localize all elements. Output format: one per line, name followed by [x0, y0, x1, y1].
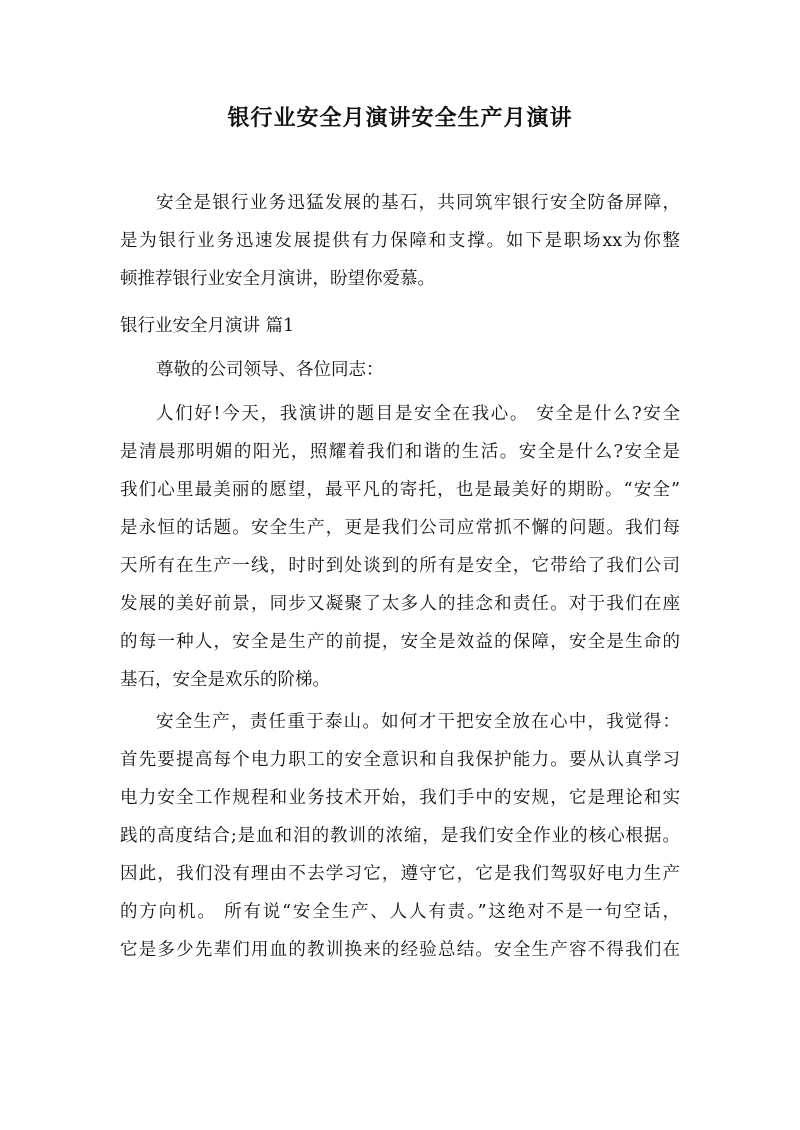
paragraph1-line-4: 是永恒的话题。安全生产，更是我们公司应常抓不懈的问题。我们每	[120, 518, 680, 538]
paragraph1-line-7: 的每一种人，安全是生产的前提，安全是效益的保障，安全是生命的	[120, 632, 680, 652]
paragraph1-line-2: 是清晨那明媚的阳光，照耀着我们和谐的生活。安全是什么?安全是	[120, 442, 680, 462]
paragraph2-line-2: 首先要提高每个电力职工的安全意识和自我保护能力。要从认真学习	[120, 750, 680, 770]
intro-line-1: 安全是银行业务迅猛发展的基石，共同筑牢银行安全防备屏障，	[156, 193, 680, 213]
document-title: 银行业安全月演讲安全生产月演讲	[227, 105, 573, 131]
intro-line-2: 是为银行业务迅速发展提供有力保障和支撑。如下是职场xx为你整	[120, 231, 680, 251]
paragraph1-line-3: 我们心里最美丽的愿望，最平凡的寄托，也是最美好的期盼。“安全”	[120, 480, 680, 500]
paragraph2-line-4: 践的高度结合;是血和泪的教训的浓缩，是我们安全作业的核心根据。	[120, 826, 680, 846]
paragraph2-line-5: 因此，我们没有理由不去学习它，遵守它，它是我们驾驭好电力生产	[120, 864, 680, 884]
intro-line-3: 顿推荐银行业安全月演讲，盼望你爱慕。	[120, 269, 435, 289]
paragraph2-line-1: 安全生产，责任重于泰山。如何才干把安全放在心中，我觉得：	[156, 712, 680, 732]
paragraph1-line-5: 天所有在生产一线，时时到处谈到的所有是安全，它带给了我们公司	[120, 556, 680, 576]
paragraph2-line-7: 它是多少先辈们用血的教训换来的经验总结。安全生产容不得我们在	[120, 940, 680, 960]
salutation: 尊敬的公司领导、各位同志：	[156, 360, 384, 380]
paragraph1-line-6: 发展的美好前景，同步又凝聚了太多人的挂念和责任。对于我们在座	[120, 594, 680, 614]
section-heading: 银行业安全月演讲 篇1	[120, 316, 295, 336]
paragraph1-line-1: 人们好!今天，我演讲的题目是安全在我心。 安全是什么?安全	[156, 404, 680, 424]
paragraph1-line-8: 基石，安全是欢乐的阶梯。	[120, 670, 330, 690]
paragraph2-line-3: 电力安全工作规程和业务技术开始，我们手中的安规，它是理论和实	[120, 788, 680, 808]
paragraph2-line-6: 的方向机。 所有说“安全生产、人人有责。”这绝对不是一句空话，	[120, 902, 680, 922]
